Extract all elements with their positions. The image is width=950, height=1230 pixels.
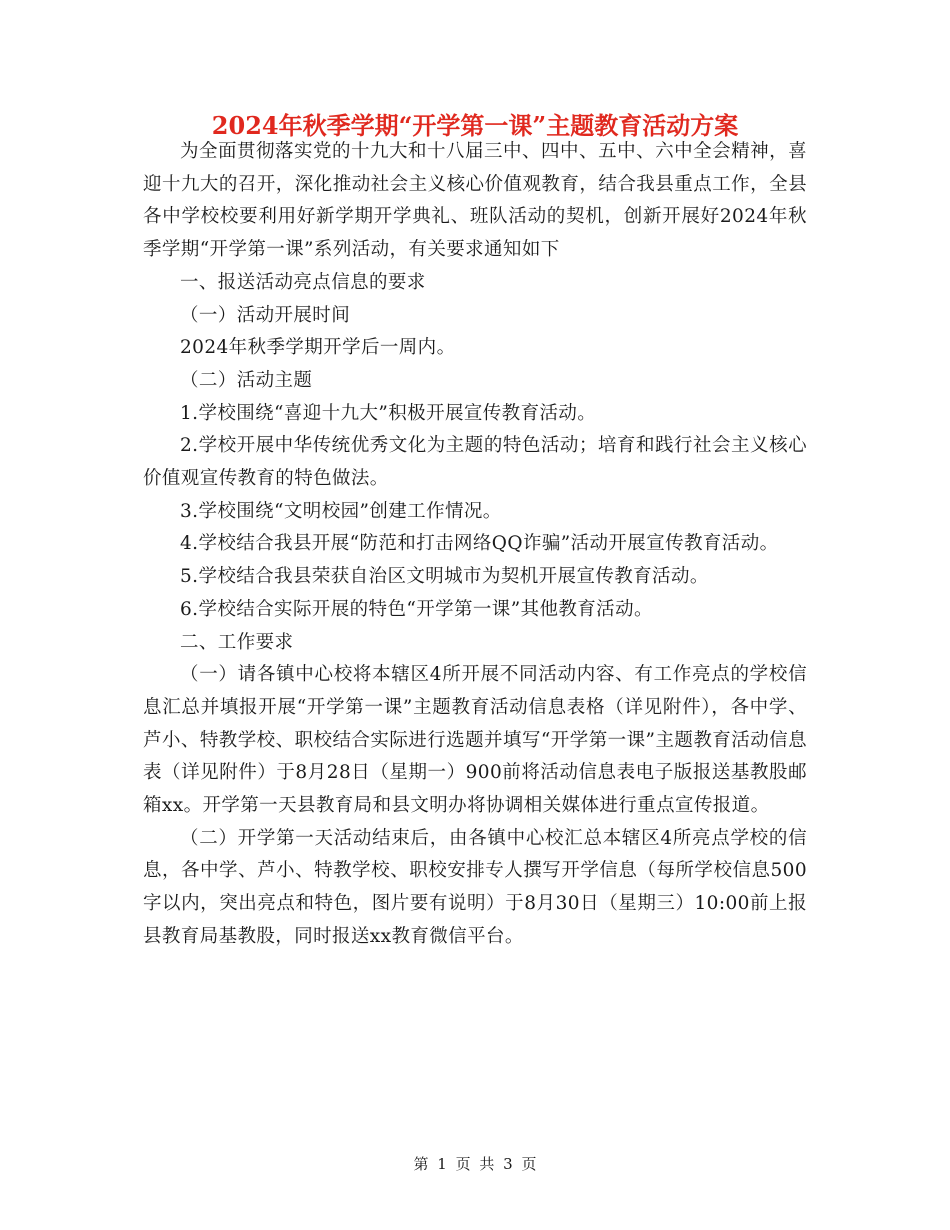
theme-item-6: 6.学校结合实际开展的特色“开学第一课”其他教育活动。 [180,598,653,620]
document-body [143,136,807,954]
theme-item-4: 4.学校结合我县开展“防范和打击网络QQ诈骗”活动开展宣传教育活动。 [180,533,779,555]
requirement-paragraph-2: （二）开学第一天活动结束后，由各镇中心校汇总本辖区4所亮点学校的信息，各中学、芦小、特教学校、职校安排专人撰写开学信息（每所学校信息500字以内，突出亮点和特色，图片要有说明）于8月30日（星期三）10:00前上报县教育局基教股，同时报送xx教育微信平台。 [143,827,807,947]
section-heading-2: 二、工作要求 [180,631,294,653]
paragraph-time: 2024年秋季学期开学后一周内。 [180,337,456,359]
theme-item-1: 1.学校围绕“喜迎十九大”积极开展宣传教育活动。 [180,402,597,424]
theme-item-5: 5.学校结合我县荣获自治区文明城市为契机开展宣传教育活动。 [180,566,709,588]
requirement-paragraph-1: （一）请各镇中心校将本辖区4所开展不同活动内容、有工作亮点的学校信息汇总并填报开展“开学第一课”主题教育活动信息表格（详见附件），各中学、芦小、特教学校、职校结合实际进行选题并填写“开学第一课”主题教育活动信息表（详见附件）于8月28日（星期一）900前将活动信息表电子版报送基教股邮箱xx。开学第一天县教育局和县文明办将协调相关媒体进行重点宣传报道。 [143,664,807,817]
theme-item-2: 2.学校开展中华传统优秀文化为主题的特色活动；培育和践行社会主义核心价值观宣传教育的特色做法。 [143,435,807,490]
section-heading-1: 一、报送活动亮点信息的要求 [180,271,426,293]
theme-item-3: 3.学校围绕“文明校园”创建工作情况。 [180,500,502,522]
subsection-heading-time: （一）活动开展时间 [180,304,351,326]
page-footer: 第 1 页 共 3 页 [413,1155,537,1173]
document-title: 2024年秋季学期“开学第一课”主题教育活动方案 [211,111,739,140]
subsection-heading-theme: （二）活动主题 [180,369,313,391]
paragraph-intro: 为全面贯彻落实党的十九大和十八届三中、四中、五中、六中全会精神，喜迎十九大的召开，深化推动社会主义核心价值观教育，结合我县重点工作，全县各中学校校要利用好新学期开学典礼、班队活动的契机，创新开展好2024年秋季学期“开学第一课”系列活动，有关要求通知如下 [143,141,807,261]
